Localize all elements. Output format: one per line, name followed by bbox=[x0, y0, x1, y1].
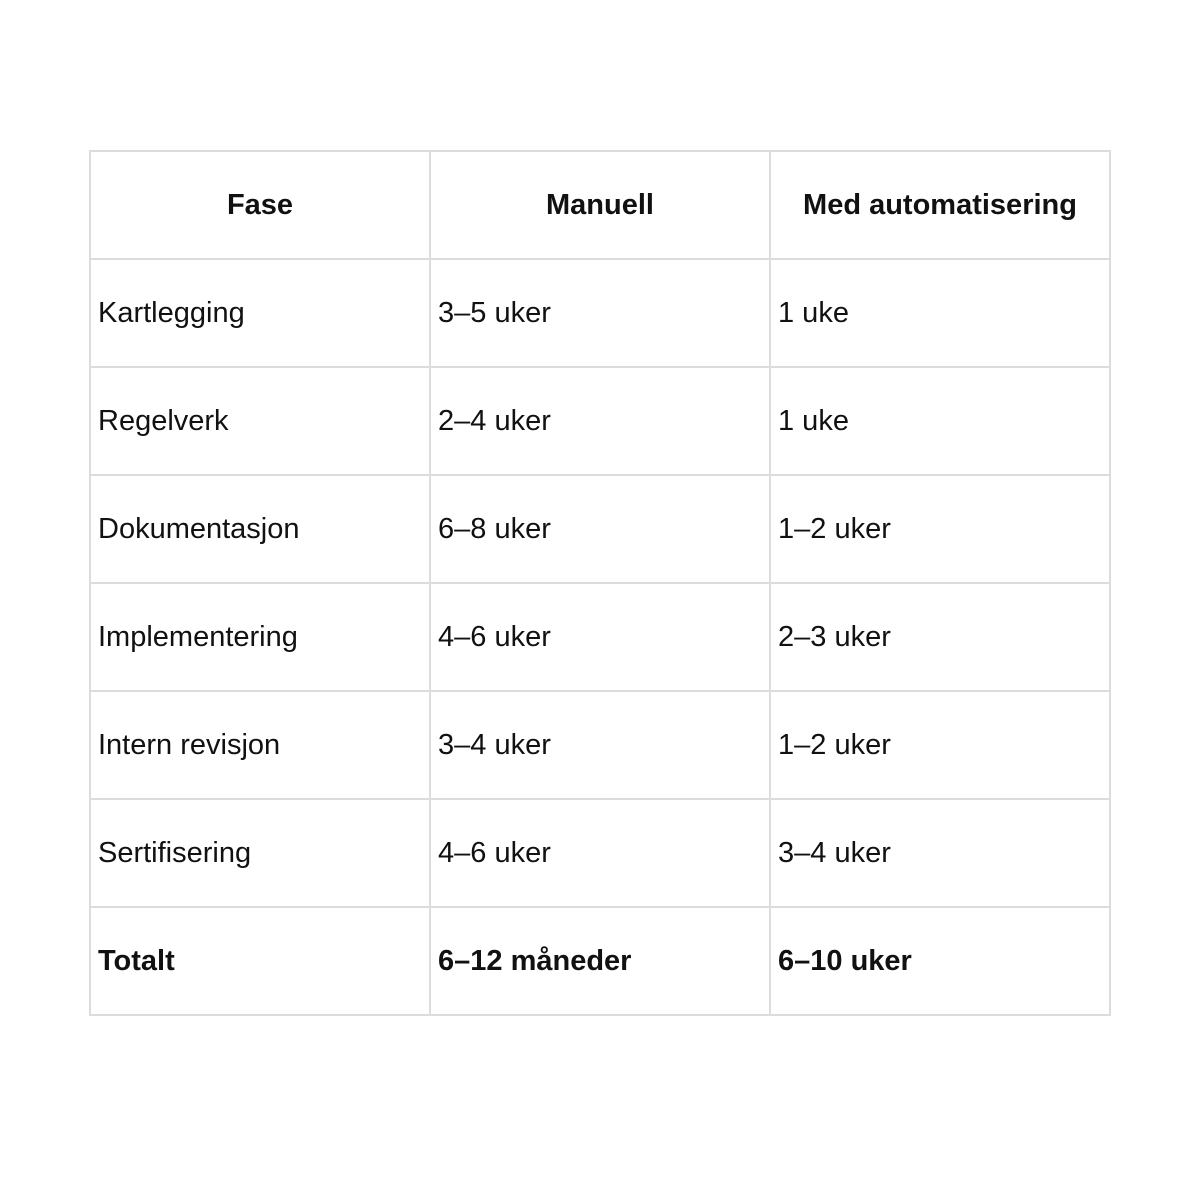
manual-duration-cell: 6–8 uker bbox=[430, 475, 770, 583]
table-row bbox=[90, 799, 1110, 907]
manual-duration-cell: 2–4 uker bbox=[430, 367, 770, 475]
total-manual-cell: 6–12 måneder bbox=[430, 907, 770, 1015]
phase-cell: Sertifisering bbox=[90, 799, 430, 907]
automated-duration-cell: 1–2 uker bbox=[770, 691, 1110, 799]
phase-cell: Dokumentasjon bbox=[90, 475, 430, 583]
total-automated-cell: 6–10 uker bbox=[770, 907, 1110, 1015]
manual-duration-cell: 3–4 uker bbox=[430, 691, 770, 799]
phase-cell: Regelverk bbox=[90, 367, 430, 475]
automated-duration-cell: 3–4 uker bbox=[770, 799, 1110, 907]
total-label-cell: Totalt bbox=[90, 907, 430, 1015]
header-fase: Fase bbox=[90, 151, 430, 259]
header-manuell: Manuell bbox=[430, 151, 770, 259]
table-row bbox=[90, 367, 1110, 475]
manual-duration-cell: 4–6 uker bbox=[430, 799, 770, 907]
table-row bbox=[90, 583, 1110, 691]
manual-duration-cell: 3–5 uker bbox=[430, 259, 770, 367]
manual-duration-cell: 4–6 uker bbox=[430, 583, 770, 691]
phase-cell: Implementering bbox=[90, 583, 430, 691]
table-row bbox=[90, 691, 1110, 799]
header-row bbox=[90, 151, 1110, 259]
automated-duration-cell: 1 uke bbox=[770, 367, 1110, 475]
automated-duration-cell: 1 uke bbox=[770, 259, 1110, 367]
header-med-automatisering: Med automatisering bbox=[770, 151, 1110, 259]
phase-comparison-table bbox=[89, 150, 1111, 1016]
total-row bbox=[90, 907, 1110, 1015]
automated-duration-cell: 2–3 uker bbox=[770, 583, 1110, 691]
phase-cell: Intern revisjon bbox=[90, 691, 430, 799]
automated-duration-cell: 1–2 uker bbox=[770, 475, 1110, 583]
table-row bbox=[90, 475, 1110, 583]
phase-cell: Kartlegging bbox=[90, 259, 430, 367]
table-row bbox=[90, 259, 1110, 367]
